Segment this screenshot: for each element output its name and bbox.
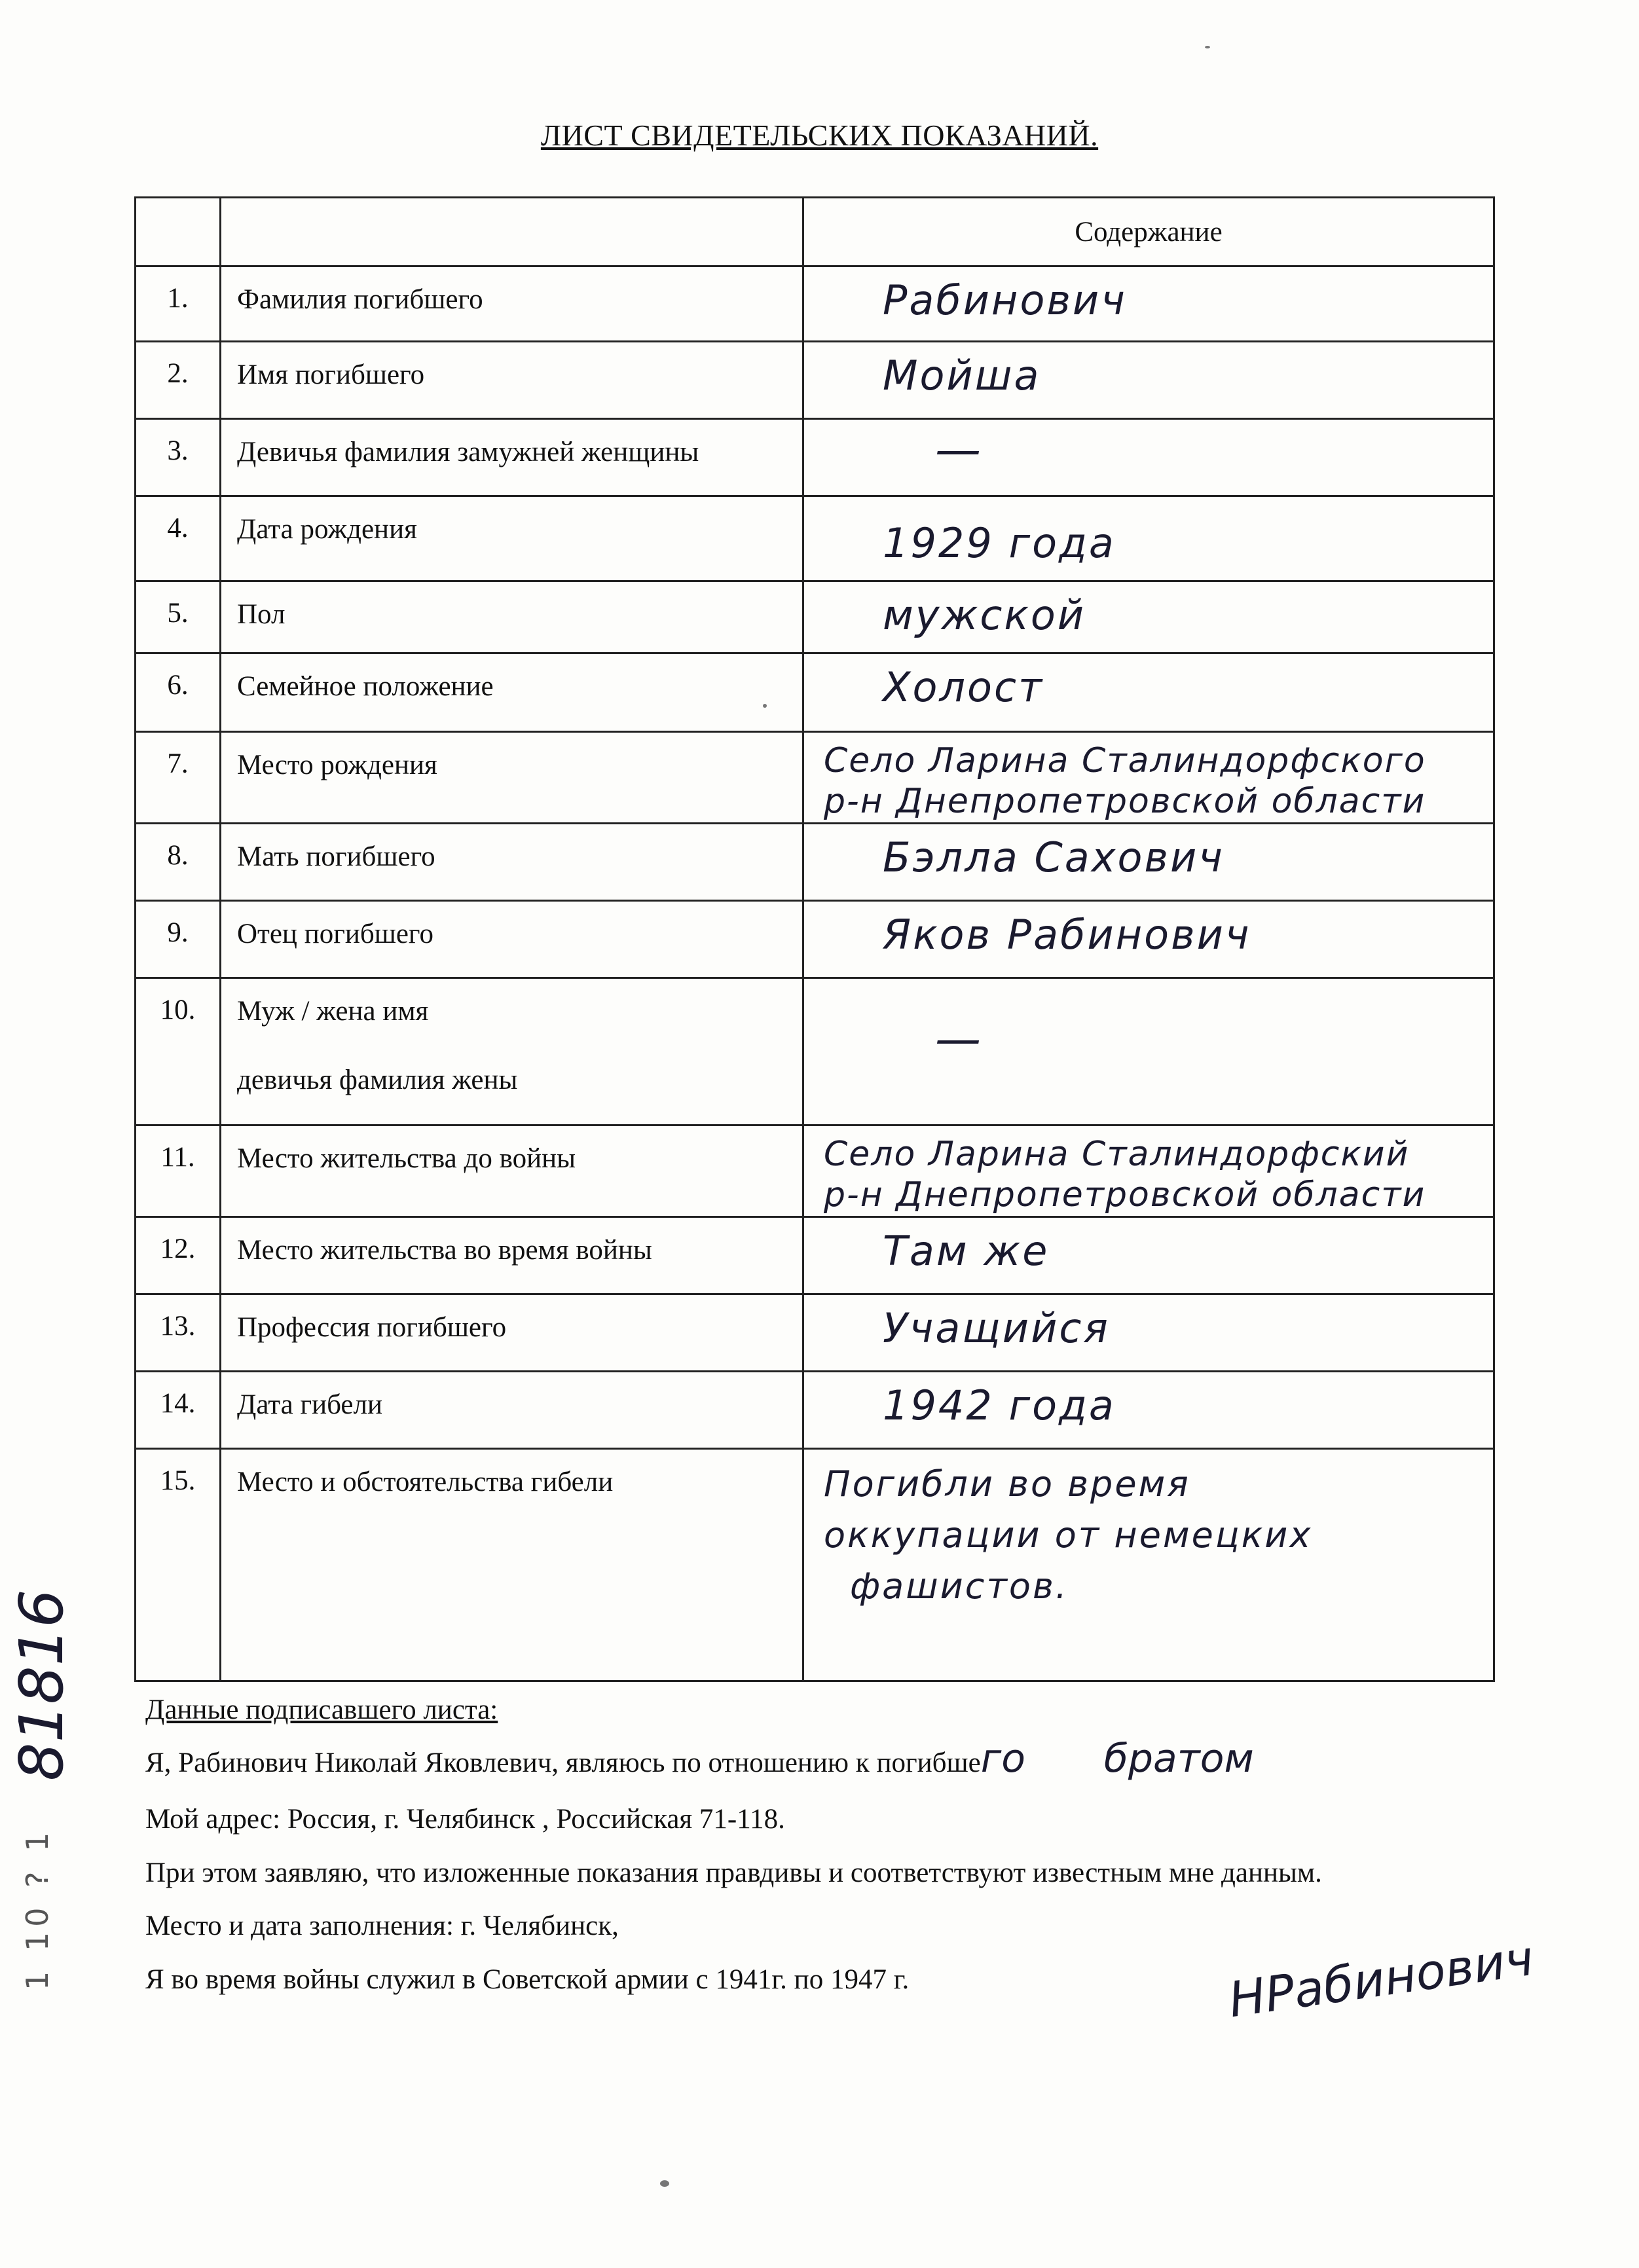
signer-relation-text: Я, Рабинович Николай Яковлевич, являюсь по отношению к погибше <box>145 1747 981 1778</box>
row-value <box>803 1448 1494 1681</box>
signer-relation <box>145 1734 1475 1783</box>
row-value <box>803 581 1494 653</box>
row-value <box>803 1371 1494 1448</box>
handwritten-value-line2: р-н Днепропетровской области <box>824 782 1426 822</box>
header-content: Содержание <box>803 198 1494 266</box>
scan-speck <box>763 704 767 708</box>
handwritten-relation: братом <box>1103 1735 1254 1782</box>
row-value <box>803 653 1494 732</box>
row-number: 6. <box>136 653 221 732</box>
row-number: 10. <box>136 978 221 1125</box>
row-value <box>803 266 1494 342</box>
row-number: 14. <box>136 1371 221 1448</box>
header-num-cell <box>136 198 221 266</box>
handwritten-value: Рабинович <box>883 276 1127 324</box>
document-title: ЛИСТ СВИДЕТЕЛЬСКИХ ПОКАЗАНИЙ. <box>540 119 1099 152</box>
row-value <box>803 342 1494 419</box>
handwritten-dash: — <box>935 1012 983 1066</box>
handwritten-dash: — <box>935 423 983 477</box>
handwritten-value-line2: р-н Днепропетровской области <box>824 1175 1426 1215</box>
handwritten-value: Бэлла Сахович <box>883 833 1225 881</box>
row-number: 3. <box>136 419 221 496</box>
table-header-row <box>136 198 1494 266</box>
row-label: Дата гибели <box>221 1371 803 1448</box>
row-label: Отец погибшего <box>221 900 803 978</box>
row-label: Имя погибшего <box>221 342 803 419</box>
row-label-line2: девичья фамилия жены <box>237 1065 518 1096</box>
handwritten-line: фашистов. <box>850 1565 1069 1607</box>
row-number: 7. <box>136 732 221 824</box>
header-label-cell <box>221 198 803 266</box>
handwritten-value: Учащийся <box>883 1304 1110 1352</box>
handwritten-value: Село Ларина Сталиндорфского <box>824 741 1426 780</box>
handwritten-value: Холост <box>883 663 1044 711</box>
signer-place-date: Место и дата заполнения: г. Челябинск, <box>145 1911 619 1942</box>
table-row <box>136 419 1494 496</box>
handwritten-signature: НРабинович <box>1225 1930 1538 2029</box>
table-row <box>136 581 1494 653</box>
row-label: Пол <box>221 581 803 653</box>
row-number: 8. <box>136 823 221 900</box>
row-label: Место и обстоятельства гибели <box>221 1448 803 1681</box>
table-row <box>136 823 1494 900</box>
table-row <box>136 732 1494 824</box>
testimony-table <box>134 196 1495 1682</box>
handwritten-value: 1929 года <box>883 519 1116 567</box>
table-row <box>136 1125 1494 1216</box>
margin-handwritten-number: 81816 <box>7 1589 77 1781</box>
handwritten-suffix: го <box>980 1735 1025 1782</box>
table-row <box>136 496 1494 581</box>
table-row <box>136 266 1494 342</box>
row-value <box>803 823 1494 900</box>
table-row <box>136 900 1494 978</box>
signer-declaration: При этом заявляю, что изложенные показания правдивы и соответствуют известным мне данным. <box>145 1857 1322 1888</box>
handwritten-line: оккупации от немецких <box>824 1514 1313 1556</box>
row-value <box>803 1294 1494 1371</box>
handwritten-value <box>804 1450 1493 1613</box>
row-value <box>803 496 1494 581</box>
row-label: Дата рождения <box>221 496 803 581</box>
row-value <box>803 419 1494 496</box>
row-value <box>803 1216 1494 1294</box>
scan-speck <box>1205 46 1210 48</box>
row-label: Семейное положение <box>221 653 803 732</box>
row-number: 12. <box>136 1216 221 1294</box>
row-label: Место жительства во время войны <box>221 1216 803 1294</box>
row-value <box>803 978 1494 1125</box>
row-label: Мать погибшего <box>221 823 803 900</box>
table-row <box>136 1371 1494 1448</box>
handwritten-value: мужской <box>883 591 1086 639</box>
row-value <box>803 732 1494 824</box>
row-label: Профессия погибшего <box>221 1294 803 1371</box>
row-number: 11. <box>136 1125 221 1216</box>
table-row <box>136 978 1494 1125</box>
row-label-line1: Муж / жена имя <box>237 995 429 1027</box>
row-label: Место рождения <box>221 732 803 824</box>
row-value <box>803 900 1494 978</box>
table-row <box>136 1294 1494 1371</box>
handwritten-value: Село Ларина Сталиндорфский <box>824 1134 1410 1174</box>
table-row <box>136 653 1494 732</box>
signer-address: Мой адрес: Россия, г. Челябинск , Российская 71-118. <box>145 1803 785 1835</box>
table-row <box>136 342 1494 419</box>
scan-speck <box>660 2180 669 2187</box>
handwritten-line: Погибли во время <box>824 1463 1190 1505</box>
handwritten-value: Мойша <box>883 352 1041 399</box>
row-number: 1. <box>136 266 221 342</box>
row-number: 2. <box>136 342 221 419</box>
row-label: Фамилия погибшего <box>221 266 803 342</box>
signer-heading: Данные подписавшего листа: <box>145 1694 498 1725</box>
table-row <box>136 1216 1494 1294</box>
row-value <box>803 1125 1494 1216</box>
row-number: 9. <box>136 900 221 978</box>
handwritten-value: 1942 года <box>883 1381 1116 1429</box>
table-row <box>136 1448 1494 1681</box>
row-number: 13. <box>136 1294 221 1371</box>
handwritten-value: Яков Рабинович <box>883 910 1251 959</box>
row-label: Девичья фамилия замужней женщины <box>221 419 803 496</box>
row-number: 5. <box>136 581 221 653</box>
signer-service: Я во время войны служил в Советской армии с 1941г. по 1947 г. <box>145 1964 910 1995</box>
handwritten-value: Там же <box>883 1226 1050 1275</box>
row-label <box>221 978 803 1125</box>
row-label: Место жительства до войны <box>221 1125 803 1216</box>
margin-stamp-number: 1 10 ? 1 <box>20 1827 55 1990</box>
row-number: 4. <box>136 496 221 581</box>
row-number: 15. <box>136 1448 221 1681</box>
